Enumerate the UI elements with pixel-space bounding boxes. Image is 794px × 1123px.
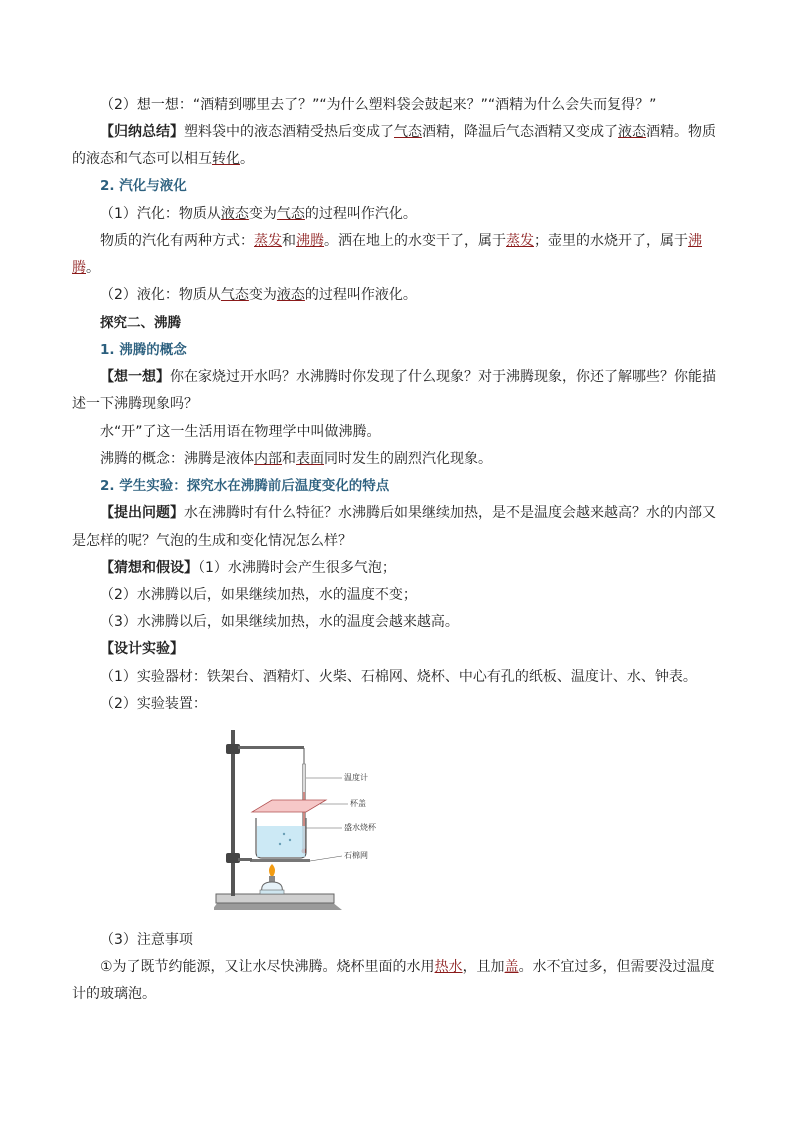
paragraph-think-boiling-cont: 述一下沸腾现象吗？: [72, 396, 198, 412]
paragraph-apparatus: （2）实验装置：: [100, 696, 207, 712]
clamp-ring: [226, 853, 240, 863]
apparatus-diagram: [214, 722, 374, 914]
paragraph-hypothesis-3: （3）水沸腾以后，如果继续加热，水的温度会越来越高。: [100, 614, 459, 630]
flame-icon: [269, 864, 275, 878]
clamp-arm-top: [238, 746, 304, 749]
paragraph-question: 【提出问题】水在沸腾时有什么特征？水沸腾后如果继续加热，是不是温度会越来越高？水的内部又: [100, 505, 716, 521]
paragraph-liquefaction-def: （2）液化：物质从气态变为液态的过程叫作液化。: [100, 287, 417, 303]
label-gauze: 石棉网: [344, 851, 368, 860]
paragraph-summary-cont: 的液态和气态可以相互转化。: [72, 151, 254, 167]
label-thermometer: 温度计: [344, 773, 368, 782]
paragraph-notes: （3）注意事项: [100, 932, 193, 948]
paragraph-think-boiling: 【想一想】你在家烧过开水吗？水沸腾时你发现了什么现象？对于沸腾现象，你还了解哪些？你能描: [100, 369, 716, 385]
paragraph-water-open: 水“开”了这一生活用语在物理学中叫做沸腾。: [100, 424, 381, 440]
clamp-top: [226, 744, 240, 754]
paragraph-think: （2）想一想：“酒精到哪里去了？”“为什么塑料袋会鼓起来？”“酒精为什么会失而复得？”: [100, 97, 657, 113]
heading-boiling-concept: 1. 沸腾的概念: [100, 342, 187, 358]
label-beaker: 盛水烧杯: [344, 823, 376, 832]
paragraph-note-1-cont: 计的玻璃泡。: [72, 986, 156, 1002]
lid-icon: [252, 800, 326, 812]
heading-design: 【设计实验】: [100, 641, 184, 657]
heading-boiling-section: 探究二、沸腾: [100, 315, 181, 331]
gauze-icon: [250, 859, 310, 862]
paragraph-vaporization-ways-cont: 腾。: [72, 260, 100, 276]
paragraph-hypothesis-2: （2）水沸腾以后，如果继续加热，水的温度不变；: [100, 587, 417, 603]
paragraph-question-cont: 是怎样的呢？气泡的生成和变化情况怎么样？: [72, 533, 352, 549]
paragraph-summary: 【归纳总结】塑料袋中的液态酒精受热后变成了气态酒精，降温后气态酒精又变成了液态酒精。物质: [100, 124, 716, 140]
apparatus-drawing: [214, 722, 374, 914]
paragraph-note-1: ①为了既节约能源，又让水尽快沸腾。烧杯里面的水用热水，且加盖。水不宜过多，但需要没过温度: [100, 959, 715, 975]
heading-student-experiment: 2. 学生实验：探究水在沸腾前后温度变化的特点: [100, 478, 390, 494]
label-lid: 杯盖: [350, 799, 366, 808]
paragraph-hypothesis-1: 【猜想和假设】（1）水沸腾时会产生很多气泡；: [100, 560, 396, 576]
stand-rod: [231, 730, 235, 896]
paragraph-boiling-def: 沸腾的概念：沸腾是液体内部和表面同时发生的剧烈汽化现象。: [100, 451, 492, 467]
heading-vaporization: 2. 汽化与液化: [100, 178, 187, 194]
paragraph-equipment: （1）实验器材：铁架台、酒精灯、火柴、石棉网、烧杯、中心有孔的纸板、温度计、水、钟表。: [100, 669, 697, 685]
paragraph-vaporization-ways: 物质的汽化有两种方式：蒸发和沸腾。洒在地上的水变干了，属于蒸发；壶里的水烧开了，属于沸: [100, 233, 702, 249]
paragraph-vaporization-def: （1）汽化：物质从液态变为气态的过程叫作汽化。: [100, 206, 417, 222]
